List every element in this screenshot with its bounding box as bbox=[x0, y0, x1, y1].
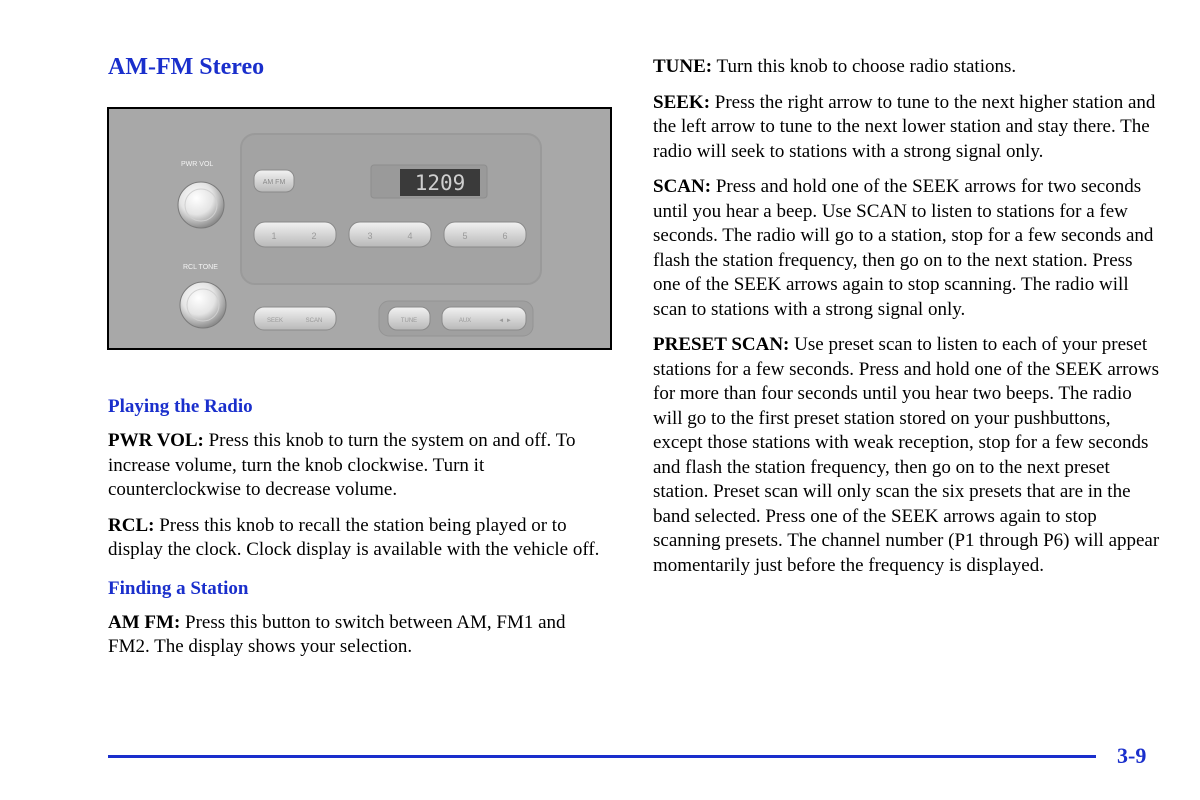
svg-text:SEEK: SEEK bbox=[266, 318, 284, 324]
svg-text:TUNE: TUNE bbox=[400, 318, 418, 324]
seek-scan-button[interactable] bbox=[254, 307, 336, 330]
scan-paragraph bbox=[653, 175, 1163, 322]
rcl-knob[interactable] bbox=[180, 282, 226, 328]
rcl-description: Press this knob to recall the station being played or to display the clock. Clock display is available with the vehicle off. bbox=[108, 514, 600, 560]
section-heading-finding: Finding a Station bbox=[108, 577, 249, 599]
preset-buttons-1-2[interactable] bbox=[254, 222, 336, 247]
pwr-vol-label: PWR VOL bbox=[181, 161, 214, 168]
svg-text:4: 4 bbox=[407, 231, 413, 241]
am-fm-paragraph bbox=[108, 611, 608, 660]
rcl-label: RCL TONE bbox=[183, 264, 218, 271]
term-scan: SCAN: bbox=[653, 176, 712, 197]
seek-paragraph bbox=[653, 91, 1163, 165]
radio-panel-photo bbox=[107, 107, 612, 350]
svg-text:AM FM: AM FM bbox=[262, 179, 286, 186]
term-preset-scan: PRESET SCAN: bbox=[653, 334, 790, 355]
svg-text:◄ ►: ◄ ► bbox=[498, 318, 512, 324]
svg-text:AUX: AUX bbox=[458, 318, 472, 324]
footer-rule bbox=[108, 755, 1096, 758]
frequency-display bbox=[371, 165, 487, 198]
tune-description: Turn this knob to choose radio stations. bbox=[712, 56, 1017, 77]
term-rcl: RCL: bbox=[108, 514, 155, 536]
aux-button[interactable] bbox=[442, 307, 526, 330]
preset-scan-paragraph bbox=[653, 333, 1163, 578]
svg-text:SCAN: SCAN bbox=[305, 318, 323, 324]
svg-text:6: 6 bbox=[502, 231, 508, 241]
page-title: AM-FM Stereo bbox=[108, 54, 265, 80]
display-readout: 1209 bbox=[414, 171, 466, 195]
term-am-fm: AM FM: bbox=[108, 611, 181, 633]
pwr-vol-paragraph bbox=[108, 429, 608, 503]
left-column bbox=[108, 395, 608, 660]
term-pwr-vol: PWR VOL: bbox=[108, 430, 204, 451]
svg-text:2: 2 bbox=[311, 231, 317, 241]
pwr-vol-knob[interactable] bbox=[178, 182, 224, 228]
svg-text:3: 3 bbox=[367, 231, 373, 241]
tune-button[interactable] bbox=[388, 307, 430, 330]
preset-scan-description: Use preset scan to listen to each of your preset stations for a few seconds. Press and hold one of the SEEK arrows for more than four seconds until you hear two beeps. The radio will go to the first preset station stored on your pushbuttons, except those stations with weak reception, stop for a few seconds and flash the station frequency, then go on to the next preset station. Preset scan will only scan the six presets that are in the band selected. Press one of the SEEK arrows again to stop scanning presets. The channel number (P1 through P6) will appear momentarily just before the frequency is displayed. bbox=[653, 334, 1160, 576]
svg-text:5: 5 bbox=[462, 231, 468, 241]
seek-description: Press the right arrow to tune to the next higher station and the left arrow to tune to the next lower station and stay there. The radio will seek to stations with a strong signal only. bbox=[653, 91, 1156, 162]
am-fm-description: Press this button to switch between AM, FM1 and FM2. The display shows your selection. bbox=[108, 611, 566, 657]
tune-paragraph bbox=[653, 55, 1163, 80]
preset-buttons-5-6[interactable] bbox=[444, 222, 526, 247]
am-fm-button[interactable] bbox=[254, 170, 294, 192]
page-number: 3-9 bbox=[1117, 743, 1147, 768]
pwr-vol-description: Press this knob to turn the system on and off. To increase volume, turn the knob clockwise. Turn it counterclockwise to decrease volume. bbox=[108, 430, 576, 500]
scan-description: Press and hold one of the SEEK arrows for two seconds until you hear a beep. Use SCAN to listen to stations for a few seconds. The radio will go to a station, stop for a few seconds and flash the station frequency, then go on to the next station. Press one of the SEEK arrows again to stop scanning. The radio will scan to stations with a strong signal only. bbox=[653, 176, 1154, 320]
svg-text:1: 1 bbox=[271, 231, 277, 241]
rcl-paragraph bbox=[108, 514, 608, 563]
faceplate bbox=[241, 134, 541, 284]
section-heading-playing: Playing the Radio bbox=[108, 396, 253, 417]
preset-buttons-3-4[interactable] bbox=[349, 222, 431, 247]
term-seek: SEEK: bbox=[653, 91, 711, 113]
right-column bbox=[653, 55, 1163, 589]
term-tune: TUNE: bbox=[653, 56, 713, 77]
